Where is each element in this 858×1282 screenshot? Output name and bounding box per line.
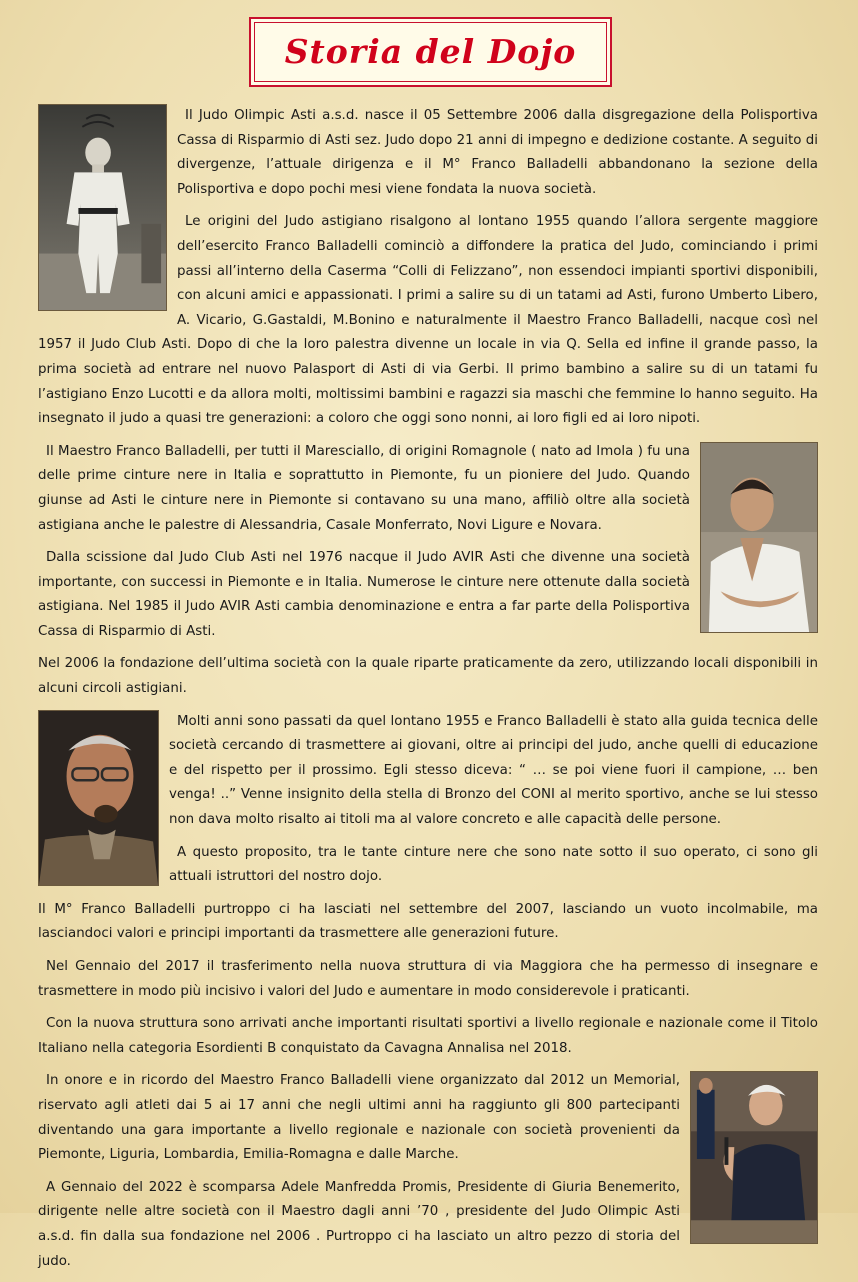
paragraph-12: A Gennaio del 2022 è scomparsa Adele Manfredda Promis, Presidente di Giuria Benemerito, dirigente nelle altre società con il Maestro dagli anni ’70 , presidente del Judo Olimpic Asti a.s.d. fin dalla sua fondazione nel 2006 . Purtroppo ci ha lasciato un altro pezzo di storia del judo. bbox=[38, 1179, 680, 1269]
paragraph-10: Con la nuova struttura sono arrivati anche importanti risultati sportivi a livello regionale e nazionale come il Titolo Italiano nella categoria Esordienti B conquistato da Cavagna Annalisa nel 2018. bbox=[38, 1016, 818, 1056]
young-judoka-photo-icon bbox=[38, 104, 167, 311]
paragraph-9: Nel Gennaio del 2017 il trasferimento nella nuova struttura di via Maggiora che ha permesso di insegnare e trasmettere in modo più incisivo i valori del Judo e aumentare in modo considerevole i praticanti. bbox=[38, 959, 818, 999]
speaker-at-podium-photo-icon bbox=[690, 1071, 818, 1244]
paragraph-11: In onore e in ricordo del Maestro Franco Balladelli viene organizzato dal 2012 un Memorial, riservato agli atleti dai 5 ai 17 anni che negli ultimi anni ha raggiunto gli 800 partecipanti diventando una gara importante a livello regionale e nazionale con società provenienti da Piemonte, Liguria, Lombardia, Emilia-Romagna e dalle Marche. bbox=[38, 1073, 680, 1163]
master-portrait-photo-icon bbox=[700, 442, 818, 633]
paragraph-8: Il M° Franco Balladelli purtroppo ci ha lasciati nel settembre del 2007, lasciando un vuoto incolmabile, ma lasciandoci valori e principi importanti da trasmettere alle generazioni future. bbox=[38, 901, 818, 942]
paragraph-2: Le origini del Judo astigiano risalgono al lontano 1955 quando l’allora sergente maggiore dell’esercito Franco Balladelli cominciò a diffondere la pratica del Judo, cominciando i primi passi all’interno della Caserma “Colli di Felizzano”, non essendoci impianti sportivi disponibili, con alcuni amici e appassionati. I primi a salire su di un tatami ad Asti, furono Umberto Libero, A. Vicario, G.Gastaldi, M.Bonino e naturalmente il Maestro Franco Balladelli, nacque così nel 1957 il Judo Club Asti. Dopo di che la loro palestra divenne un locale in via Q. Sella ed infine il grande passo, la prima società ad entrare nel nuovo Palasport di Asti di via Gerbi. Il primo bambino a salire su di un tatami fu l’astigiano Enzo Lucotti e da allora molti, moltissimi bambini e ragazzi sia maschi che femmine lo hanno seguito. Ha insegnato il judo a quasi tre generazioni: a coloro che oggi sono nonni, ai loro figli ed ai loro nipoti. bbox=[38, 214, 818, 427]
article-body bbox=[38, 104, 818, 1282]
title-frame bbox=[249, 17, 612, 87]
elderly-master-photo-icon bbox=[38, 710, 159, 886]
paragraph-4: Dalla scissione dal Judo Club Asti nel 1976 nacque il Judo AVIR Asti che divenne una società importante, con successi in Piemonte e in Italia. Numerose le cinture nere ottenute dalla società astigiana. Nel 1985 il Judo AVIR Asti cambia denominazione e entra a far parte della Polisportiva Cassa di Risparmio di Asti. bbox=[38, 550, 690, 639]
paragraph-6: Molti anni sono passati da quel lontano 1955 e Franco Balladelli è stato alla guida tecnica delle società cercando di trasmettere ai giovani, oltre ai principi del judo, anche quelli di educazione e del rispetto per il prossimo. Egli stesso diceva: “ … se poi viene fuori il campione, … ben venga! ..” Venne insignito della stella di Bronzo del CONI al merito sportivo, anche se lui stesso non dava molto risalto ai titoli ma al valore concreto e alle capacità delle persone. bbox=[169, 713, 818, 828]
paragraph-3: Il Maestro Franco Balladelli, per tutti il Maresciallo, di origini Romagnole ( nato ad Imola ) fu una delle prime cinture nere in Italia e soprattutto in Piemonte, fu un pioniere del Judo. Quando giunse ad Asti le cinture nere in Piemonte si contavano su una mano, affiliò oltre alla società astigiana anche le palestre di Alessandria, Casale Monferrato, Novi Ligure e Novara. bbox=[38, 443, 690, 533]
page-title: Storia del Dojo bbox=[284, 32, 577, 71]
paragraph-7: A questo proposito, tra le tante cinture nere che sono nate sotto il suo operato, ci sono gli attuali istruttori del nostro dojo. bbox=[169, 844, 818, 885]
paragraph-1: Il Judo Olimpic Asti a.s.d. nasce il 05 Settembre 2006 dalla disgregazione della Polisportiva Cassa di Risparmio di Asti sez. Judo dopo 21 anni di impegno e dedizione costante. A seguito di divergenze, l’attuale dirigenza e il M° Franco Balladelli abbandonano la sezione della Polisportiva e dopo pochi mesi viene fondata la nuova società. bbox=[177, 108, 818, 197]
paragraph-5: Nel 2006 la fondazione dell’ultima società con la quale riparte praticamente da zero, utilizzando locali disponibili in alcuni circoli astigiani. bbox=[38, 656, 818, 697]
